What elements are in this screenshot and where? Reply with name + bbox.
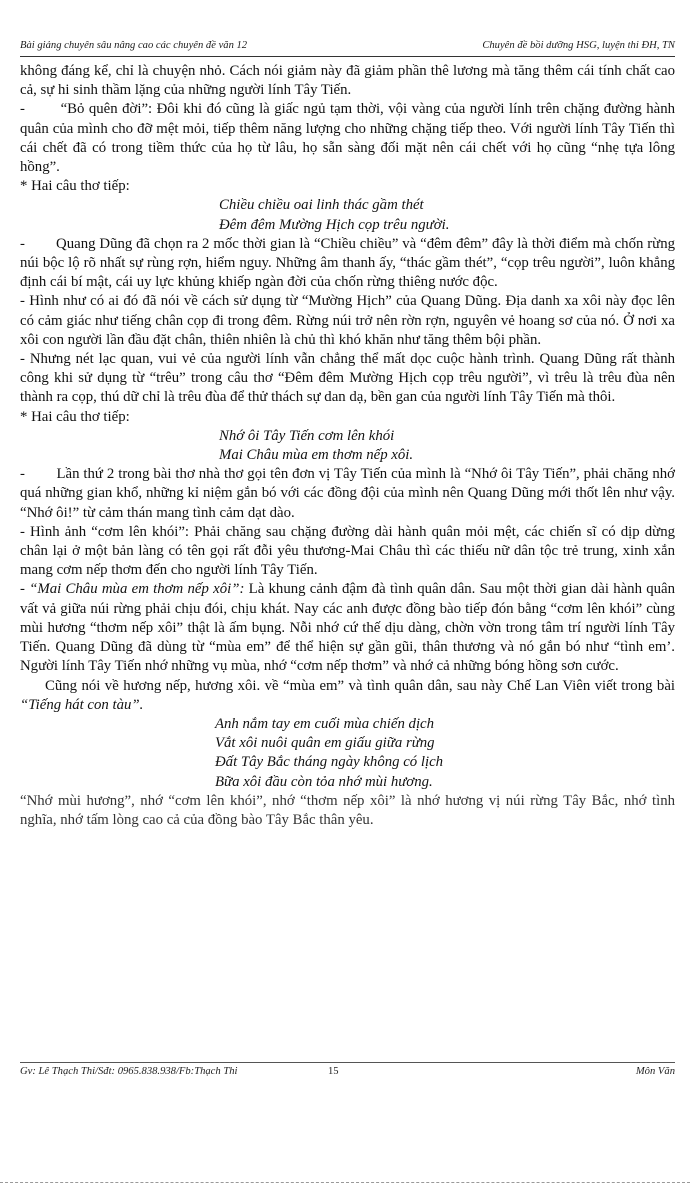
document-page bbox=[20, 0, 679, 1192]
paragraph: - Quang Dũng đã chọn ra 2 mốc thời gian là “Chiều chiều” và “đêm đêm” đây là thời điểm mà chốn rừng núi bộc lộ rõ nhất sự rùng rợn, hiểm nguy. Những âm thanh ấy, “thác gầm thét”, “cọp trêu người”, luôn khẳng định cái bí mật, cái uy lực khủng khiếp ngàn đời của chốn rừng thiêng nước độc. bbox=[20, 235, 679, 291]
footer-rule bbox=[20, 1062, 675, 1063]
verse-line: Anh nắm tay em cuối mùa chiến dịch bbox=[215, 715, 435, 732]
paragraph: - Nhưng nét lạc quan, vui vẻ của người lính vẫn chẳng thể mất dọc cuộc hành trình. Quang Dũng rất thành công khi sử dụng từ “trêu” trong câu thơ “Đêm đêm Mường Hịch cọp trêu người”, vì trêu là trêu đùa nên thành ra cọp, thú dữ chỉ là trêu đùa để thử thách sự dan dạ, bền gan của người lính Tây Tiến mà thôi. bbox=[20, 351, 675, 406]
page-edge bbox=[0, 1182, 690, 1183]
paragraph: - Hình như có ai đó đã nói về cách sử dụng từ “Mường Hịch” của Quang Dũng. Địa danh xa xôi này đọc lên có cảm giác như tiếng chân cọp đi trong đêm. Rừng núi trở nên rờn rợn, nguyên vẻ hoang sơ của nó. Ở nơi xa xôi con người lần đầu đặt chân, thiên nhiên là chủ thì khó khăn như tăng thêm bội phần. bbox=[20, 293, 675, 348]
document-body bbox=[20, 62, 679, 830]
footer-author: Gv: Lê Thạch Thi/Sđt: 0965.838.938/Fb:Thạch Thi bbox=[20, 1066, 238, 1077]
paragraph: - Lần thứ 2 trong bài thơ nhà thơ gọi tên đơn vị Tây Tiến của mình là “Nhớ ôi Tây Tiến”, phải chăng nhớ quá những gian khổ, những kỉ niệm gắn bó với các đồng đội của mình nên Quang Dũng mới thốt lên như vậy. “Nhớ ôi!” từ cảm thán mang tình cảm dạt dào. bbox=[20, 466, 679, 521]
verse-line: Nhớ ôi Tây Tiến cơm lên khói bbox=[219, 427, 395, 444]
quote-lead: - “Mai Châu mùa em thơm nếp xôi”: bbox=[20, 581, 245, 598]
verse-line: Chiều chiều oai linh thác gầm thét bbox=[219, 197, 424, 214]
paragraph bbox=[20, 100, 679, 177]
header-right: Chuyên đề bồi dưỡng HSG, luyện thi ĐH, TN bbox=[482, 40, 675, 51]
paragraph: không đáng kể, chỉ là chuyện nhỏ. Cách nói giảm này đã giảm phần thê lương mà tăng thêm cái tính chất cao cả, sự hi sinh thầm lặng của những người lính Tây Tiến. bbox=[20, 63, 675, 99]
section-heading: * Hai câu thơ tiếp: bbox=[20, 408, 130, 425]
paragraph-text: - “Bỏ quên đời”: Đôi khi đó cũng là giấc ngủ tạm thời, vội vàng của người lính trên chặng đường hành quân của mình cho đỡ mệt mỏi, tiếp thêm năng lượng cho những chặng tiếp theo. Với người lính Tây Tiến thì cái chết đã có trong tiềm thức của họ từ lâu, họ sẵn sàng đối mặt nên cái chết với họ cũng “nhẹ tựa lông hồng”. bbox=[20, 101, 679, 176]
header-rule bbox=[20, 56, 675, 57]
verse-line: Mai Châu mùa em thơm nếp xôi. bbox=[219, 447, 414, 464]
paragraph-text: Cũng nói về hương nếp, hương xôi. về “mùa em” và tình quân dân, sau này Chế Lan Viên viết trong bài bbox=[45, 677, 675, 694]
paragraph: “Nhớ mùi hương”, nhớ “cơm lên khói”, nhớ “thơm nếp xôi” là nhớ hương vị núi rừng Tây Bắc, nhớ tình nghĩa, nhớ tấm lòng cao cả của đồng bào Tây Bắc thân yêu. bbox=[20, 792, 675, 828]
paragraph bbox=[20, 580, 675, 676]
paragraph bbox=[20, 677, 675, 715]
poem-title: “Tiếng hát con tàu”. bbox=[20, 696, 144, 713]
section-heading: * Hai câu thơ tiếp: bbox=[20, 178, 130, 195]
footer-subject: Môn Văn bbox=[635, 1066, 675, 1077]
verse-line: Đất Tây Bắc tháng ngày không có lịch bbox=[215, 754, 444, 771]
paragraph: - Hình ảnh “cơm lên khói”: Phải chăng sau chặng đường dài hành quân mỏi mệt, các chiến sĩ có dịp dừng chân lại ở một bản làng có tên gọi rất đỗi yêu thương-Mai Châu thì các thiếu nữ dân tộc trẻ trung, xinh xắn mang cơm nếp thơm đến cho người lính Tây Tiến. bbox=[20, 523, 675, 579]
verse-line: Đêm đêm Mường Hịch cọp trêu người. bbox=[219, 216, 450, 233]
page-number: 15 bbox=[328, 1066, 339, 1077]
header-left: Bài giảng chuyên sâu nâng cao các chuyên đề văn 12 bbox=[20, 40, 248, 51]
verse-line: Bữa xôi đầu còn tỏa nhớ mùi hương. bbox=[215, 773, 433, 790]
page-header bbox=[20, 40, 675, 51]
verse-line: Vắt xôi nuôi quân em giấu giữa rừng bbox=[215, 735, 435, 752]
paragraph-text: Là khung cảnh đậm đà tình quân dân. Sau một thời gian dài hành quân vất vả giữa núi rừng phải chịu đói, chịu khát. Nay các anh được đồng bào tiếp đón bằng “cơm lên khói” cùng mùi hương “thơm nếp xôi” thật là ấm bụng. Nỗi nhớ cứ thế dịu dàng, chờn vờn trong tâm trí người lính Tây Tiến. Quang Dũng đã dùng từ “mùa em” để thể hiện sự gần gũi, thân thương và nó gắn bó như “tình em’. Người lính Tây Tiến nhớ những vụ mùa, nhớ “cơm nếp thơm” và nhớ cả những bóng hồng sơn cước. bbox=[20, 581, 675, 675]
